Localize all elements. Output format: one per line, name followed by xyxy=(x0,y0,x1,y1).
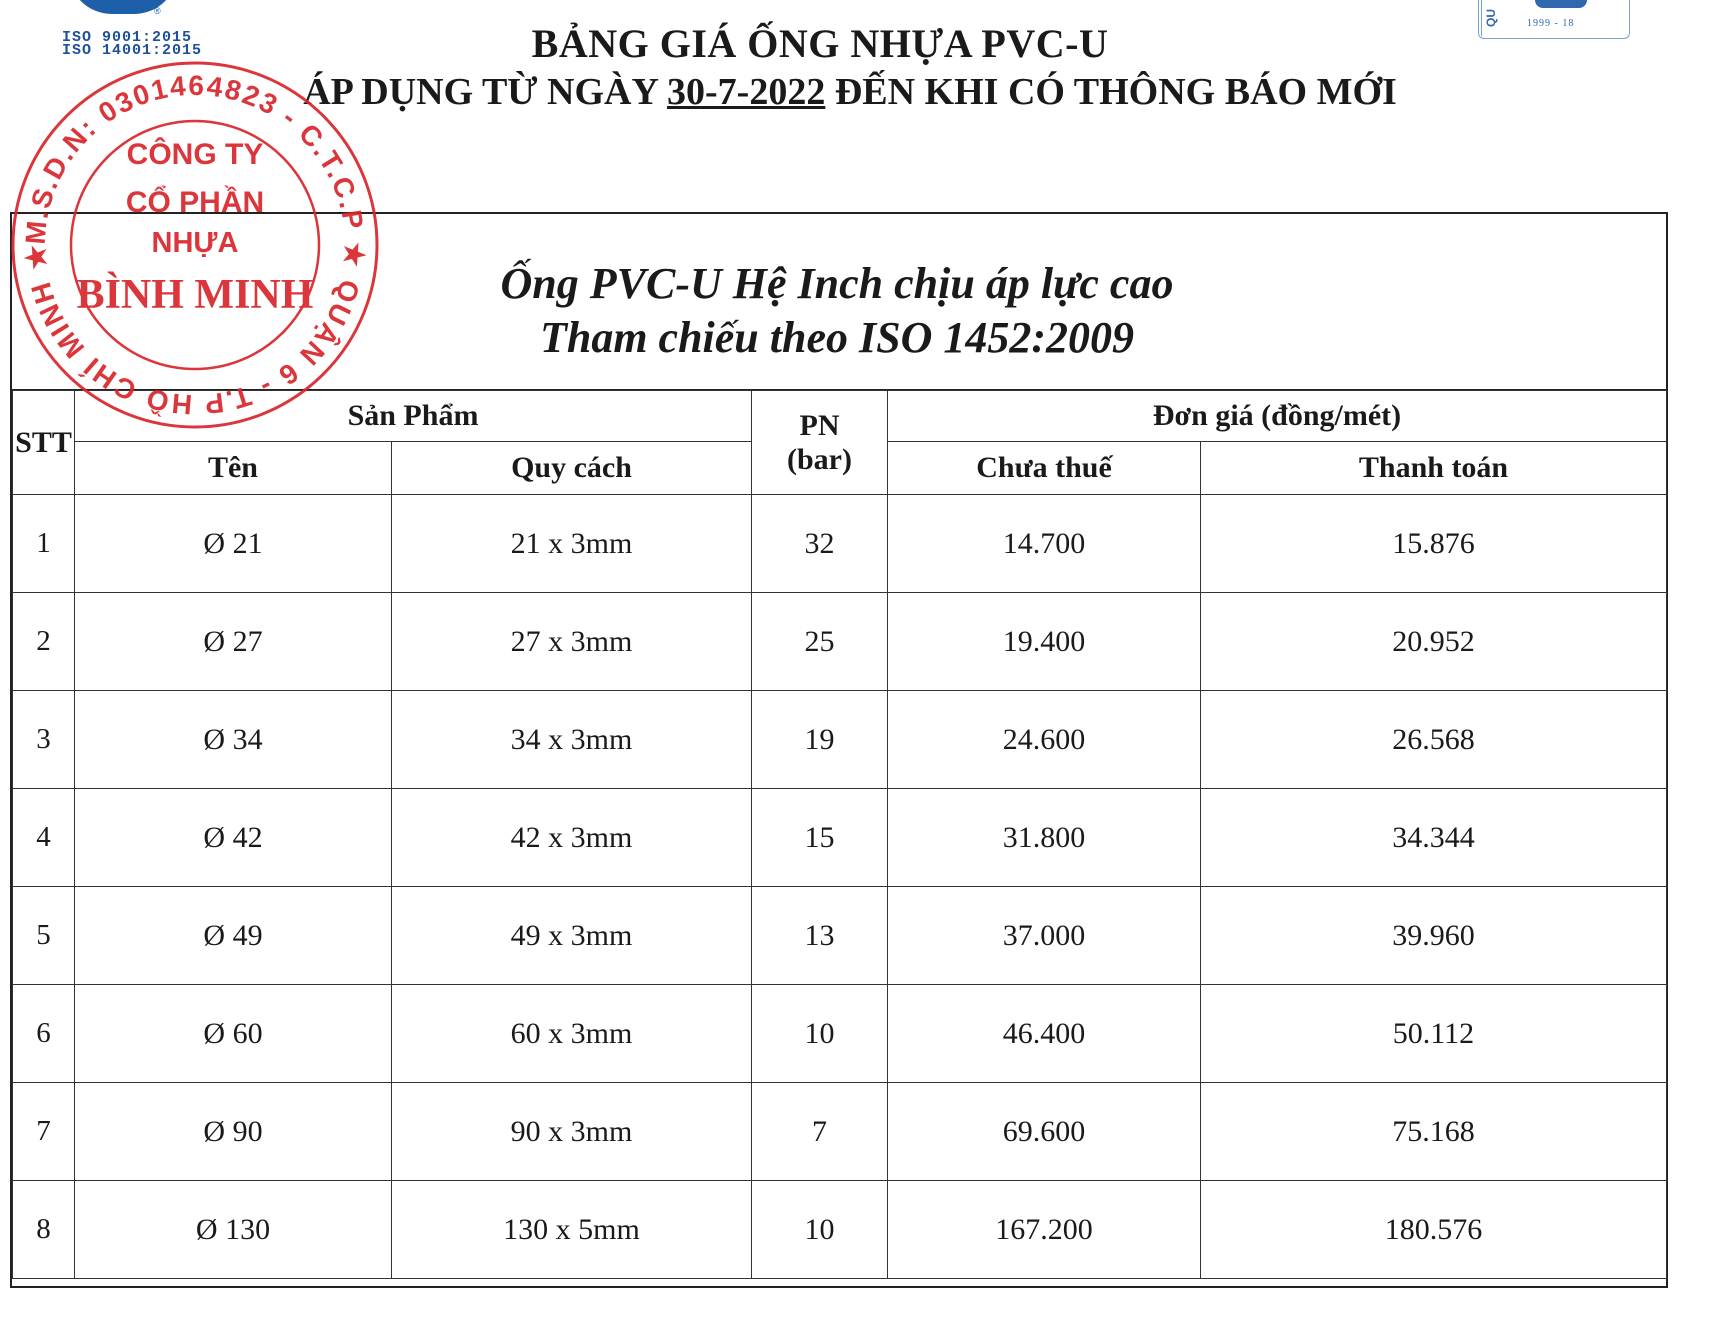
cell-pn: 10 xyxy=(752,1181,888,1279)
header-payment: Thanh toán xyxy=(1201,442,1667,495)
iso-14001-label: ISO 14001:2015 xyxy=(62,42,203,59)
header-stt: STT xyxy=(13,391,75,495)
cell-payment: 75.168 xyxy=(1201,1083,1667,1181)
table-row xyxy=(13,887,1667,985)
table-row xyxy=(13,691,1667,789)
cell-spec: 34 x 3mm xyxy=(392,691,752,789)
stamp-ring-text: M.S.D.N: 0301464823 - C.T.C.P ★ QUẬN 6 - T.P HỒ CHÍ MINH ★ xyxy=(19,69,371,421)
cell-stt: 3 xyxy=(13,691,75,789)
stamp-line-2: CỔ PHẦN xyxy=(125,186,265,219)
subtitle-suffix: ĐẾN KHI CÓ THÔNG BÁO MỚI xyxy=(825,71,1397,113)
registered-mark: ® xyxy=(154,6,161,16)
cell-name: Ø 49 xyxy=(75,887,392,985)
cell-before-tax: 167.200 xyxy=(888,1181,1201,1279)
cell-pn: 15 xyxy=(752,789,888,887)
cell-stt: 1 xyxy=(13,495,75,593)
table-row xyxy=(13,593,1667,691)
cell-name: Ø 60 xyxy=(75,985,392,1083)
cell-name: Ø 90 xyxy=(75,1083,392,1181)
cell-payment: 39.960 xyxy=(1201,887,1667,985)
cell-stt: 6 xyxy=(13,985,75,1083)
cell-stt: 7 xyxy=(13,1083,75,1181)
cell-stt: 2 xyxy=(13,593,75,691)
cell-stt: 8 xyxy=(13,1181,75,1279)
cell-payment: 180.576 xyxy=(1201,1181,1667,1279)
page-title: BẢNG GIÁ ỐNG NHỰA PVC-U xyxy=(531,21,1109,66)
price-sheet xyxy=(10,212,1668,1288)
cell-spec: 27 x 3mm xyxy=(392,593,752,691)
cell-name: Ø 34 xyxy=(75,691,392,789)
table-row xyxy=(13,985,1667,1083)
cert-years: 1999 - 18 xyxy=(1527,18,1575,29)
cell-payment: 34.344 xyxy=(1201,789,1667,887)
cell-spec: 21 x 3mm xyxy=(392,495,752,593)
cell-name: Ø 27 xyxy=(75,593,392,691)
cell-pn: 25 xyxy=(752,593,888,691)
cell-payment: 50.112 xyxy=(1201,985,1667,1083)
iso-9001-label: ISO 9001:2015 xyxy=(62,29,193,46)
header-before-tax: Chưa thuế xyxy=(888,442,1201,495)
cell-spec: 42 x 3mm xyxy=(392,789,752,887)
table-row xyxy=(13,1181,1667,1279)
cell-payment: 20.952 xyxy=(1201,593,1667,691)
cell-before-tax: 31.800 xyxy=(888,789,1201,887)
cell-spec: 49 x 3mm xyxy=(392,887,752,985)
header-pn-line2: (bar) xyxy=(787,442,852,476)
stamp-line-1: CÔNG TY xyxy=(126,138,264,171)
cell-name: Ø 21 xyxy=(75,495,392,593)
table-row xyxy=(13,495,1667,593)
subtitle-prefix: ÁP DỤNG TỪ NGÀY xyxy=(303,71,668,113)
header-pn xyxy=(752,391,888,495)
header-spec: Quy cách xyxy=(392,442,752,495)
cell-before-tax: 14.700 xyxy=(888,495,1201,593)
company-logo xyxy=(62,0,262,62)
header-product: Sản Phẩm xyxy=(75,391,752,442)
cell-pn: 13 xyxy=(752,887,888,985)
cell-before-tax: 19.400 xyxy=(888,593,1201,691)
quality-cert-logo xyxy=(1478,0,1630,39)
cell-stt: 5 xyxy=(13,887,75,985)
cell-spec: 60 x 3mm xyxy=(392,985,752,1083)
cell-before-tax: 37.000 xyxy=(888,887,1201,985)
cell-pn: 10 xyxy=(752,985,888,1083)
cell-before-tax: 24.600 xyxy=(888,691,1201,789)
cell-name: Ø 130 xyxy=(75,1181,392,1279)
page-subtitle xyxy=(230,70,1470,114)
cell-name: Ø 42 xyxy=(75,789,392,887)
table-caption xyxy=(12,214,1666,391)
cell-pn: 19 xyxy=(752,691,888,789)
header-pn-line1: PN xyxy=(799,408,840,442)
price-table xyxy=(12,390,1667,1279)
cell-before-tax: 69.600 xyxy=(888,1083,1201,1181)
header-price: Đơn giá (đồng/mét) xyxy=(888,391,1667,442)
cert-mark-icon xyxy=(1535,0,1587,8)
cell-payment: 15.876 xyxy=(1201,495,1667,593)
cell-spec: 90 x 3mm xyxy=(392,1083,752,1181)
stamp-line-4: BÌNH MINH xyxy=(76,272,314,318)
table-row xyxy=(13,1083,1667,1181)
effective-date: 30-7-2022 xyxy=(667,71,826,113)
cell-pn: 32 xyxy=(752,495,888,593)
cell-pn: 7 xyxy=(752,1083,888,1181)
stamp-line-3: NHỰA xyxy=(151,227,239,259)
cert-side-label: QU xyxy=(1481,0,1500,36)
caption-line-1: Ống PVC-U Hệ Inch chịu áp lực cao xyxy=(500,259,1174,308)
logo-mark-icon xyxy=(68,0,178,14)
header-name: Tên xyxy=(75,442,392,495)
cell-before-tax: 46.400 xyxy=(888,985,1201,1083)
cell-stt: 4 xyxy=(13,789,75,887)
caption-line-2: Tham chiếu theo ISO 1452:2009 xyxy=(539,313,1135,362)
cell-payment: 26.568 xyxy=(1201,691,1667,789)
cell-spec: 130 x 5mm xyxy=(392,1181,752,1279)
table-row xyxy=(13,789,1667,887)
